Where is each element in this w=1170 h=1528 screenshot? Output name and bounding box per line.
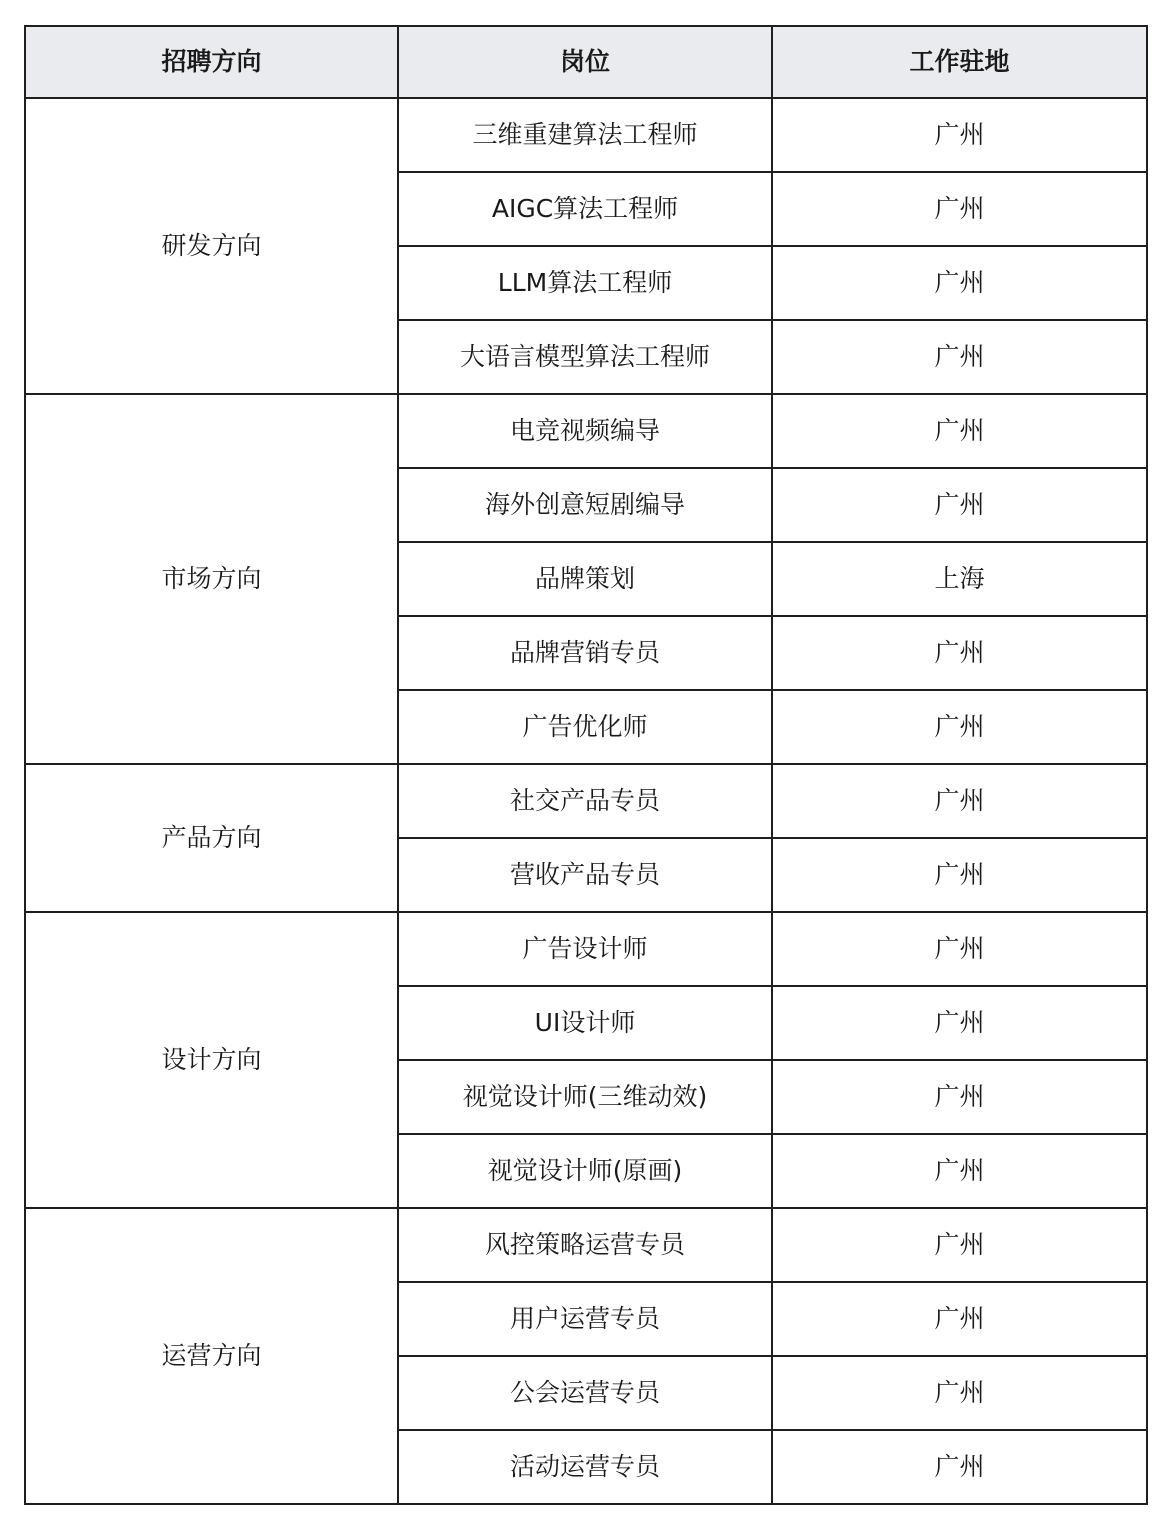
- position-cell: 风控策略运营专员: [398, 1208, 772, 1282]
- position-cell: 广告优化师: [398, 690, 772, 764]
- table-row: [25, 1208, 1147, 1282]
- position-cell: 公会运营专员: [398, 1356, 772, 1430]
- position-cell: 视觉设计师(原画): [398, 1134, 772, 1208]
- position-cell: 活动运营专员: [398, 1430, 772, 1504]
- location-cell: 广州: [772, 1208, 1147, 1282]
- position-cell: AIGC算法工程师: [398, 172, 772, 246]
- position-cell: 三维重建算法工程师: [398, 98, 772, 172]
- direction-cell: 运营方向: [25, 1208, 398, 1504]
- header-direction: 招聘方向: [25, 26, 398, 98]
- location-cell: 广州: [772, 1356, 1147, 1430]
- location-cell: 广州: [772, 246, 1147, 320]
- position-cell: 用户运营专员: [398, 1282, 772, 1356]
- direction-cell: 研发方向: [25, 98, 398, 394]
- position-cell: 品牌营销专员: [398, 616, 772, 690]
- location-cell: 广州: [772, 172, 1147, 246]
- position-cell: 社交产品专员: [398, 764, 772, 838]
- table-row: [25, 912, 1147, 986]
- recruitment-table: [24, 25, 1148, 1505]
- position-cell: 大语言模型算法工程师: [398, 320, 772, 394]
- location-cell: 广州: [772, 690, 1147, 764]
- position-cell: 营收产品专员: [398, 838, 772, 912]
- location-cell: 广州: [772, 1282, 1147, 1356]
- location-cell: 广州: [772, 1134, 1147, 1208]
- table-row: [25, 394, 1147, 468]
- position-cell: 视觉设计师(三维动效): [398, 1060, 772, 1134]
- header-position: 岗位: [398, 26, 772, 98]
- position-cell: LLM算法工程师: [398, 246, 772, 320]
- direction-cell: 市场方向: [25, 394, 398, 764]
- location-cell: 广州: [772, 1060, 1147, 1134]
- direction-cell: 设计方向: [25, 912, 398, 1208]
- location-cell: 广州: [772, 838, 1147, 912]
- position-cell: 广告设计师: [398, 912, 772, 986]
- location-cell: 广州: [772, 912, 1147, 986]
- table-header: [25, 26, 1147, 98]
- header-location: 工作驻地: [772, 26, 1147, 98]
- position-cell: UI设计师: [398, 986, 772, 1060]
- direction-cell: 产品方向: [25, 764, 398, 912]
- position-cell: 电竞视频编导: [398, 394, 772, 468]
- table-row: [25, 764, 1147, 838]
- position-cell: 海外创意短剧编导: [398, 468, 772, 542]
- table-row: [25, 98, 1147, 172]
- header-row: [25, 26, 1147, 98]
- position-cell: 品牌策划: [398, 542, 772, 616]
- location-cell: 广州: [772, 468, 1147, 542]
- location-cell: 上海: [772, 542, 1147, 616]
- location-cell: 广州: [772, 320, 1147, 394]
- location-cell: 广州: [772, 394, 1147, 468]
- location-cell: 广州: [772, 986, 1147, 1060]
- location-cell: 广州: [772, 616, 1147, 690]
- location-cell: 广州: [772, 1430, 1147, 1504]
- location-cell: 广州: [772, 98, 1147, 172]
- table-body: [25, 98, 1147, 1504]
- location-cell: 广州: [772, 764, 1147, 838]
